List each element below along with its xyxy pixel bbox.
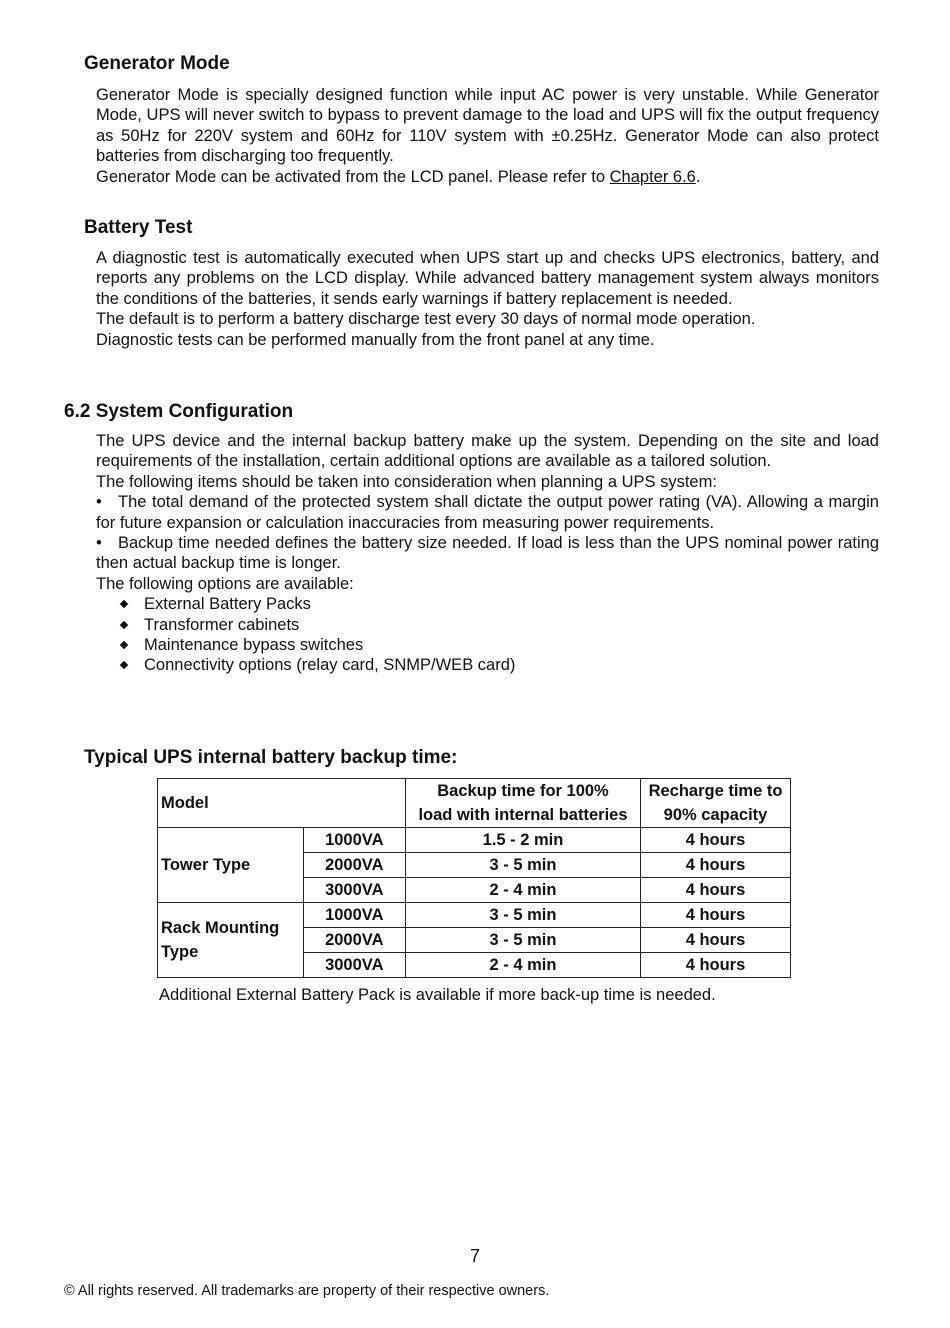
- va-cell: 3000VA: [303, 878, 405, 903]
- generator-mode-activation: [96, 167, 879, 187]
- bullet-text: The total demand of the protected system shall dictate the output power rating (VA). Allowing a margin for future expansion or calculation inaccuracies from measuring power requirements.: [96, 493, 879, 532]
- table-header-row: [158, 779, 791, 828]
- battery-test-paragraph: A diagnostic test is automatically executed when UPS start up and checks UPS electronics, battery, and reports any problems on the LCD display. While advanced battery management system always monitors the conditions of the batteries, it sends early warnings if battery replacement is needed.: [96, 249, 879, 308]
- list-item: [118, 615, 879, 635]
- table-row: [158, 828, 791, 853]
- backup-table-heading: Typical UPS internal battery backup time:: [84, 747, 458, 768]
- backup-cell: 3 - 5 min: [406, 903, 641, 928]
- list-item: [118, 594, 879, 614]
- table-note: Additional External Battery Pack is available if more back-up time is needed.: [159, 986, 716, 1004]
- rack-label-line2: Type: [161, 943, 199, 961]
- activation-text: Generator Mode can be activated from the LCD panel. Please refer to: [96, 167, 610, 186]
- bullet-item-backup: [96, 533, 879, 574]
- system-config-intro: The UPS device and the internal backup battery make up the system. Depending on the site and load requirements of the installation, certain additional options are available as a tailored solution.: [96, 432, 879, 471]
- header-backup-line1: Backup time for 100%: [437, 782, 609, 800]
- bullet-text: Backup time needed defines the battery size needed. If load is less than the UPS nominal power rating then actual backup time is longer.: [96, 534, 879, 573]
- backup-cell: 3 - 5 min: [406, 853, 641, 878]
- header-recharge-time: [641, 779, 791, 828]
- battery-test-manual: Diagnostic tests can be performed manually from the front panel at any time.: [96, 330, 655, 349]
- system-config-options-intro: The following options are available:: [96, 574, 354, 593]
- recharge-cell: 4 hours: [641, 828, 791, 853]
- tower-type-cell: Tower Type: [158, 828, 304, 903]
- rack-label-line1: Rack Mounting: [161, 919, 280, 937]
- battery-test-default: The default is to perform a battery discharge test every 30 days of normal mode operation.: [96, 310, 756, 329]
- rack-mounting-type-cell: [158, 903, 304, 978]
- diamond-bullet-icon: [120, 600, 128, 608]
- backup-cell: 2 - 4 min: [406, 878, 641, 903]
- va-cell: 2000VA: [303, 853, 405, 878]
- options-list: [96, 594, 879, 676]
- generator-mode-paragraph: Generator Mode is specially designed function while input AC power is very unstable. While Generator Mode, UPS will never switch to bypass to prevent damage to the load and UPS will fix the output frequency as 50Hz for 220V system and 60Hz for 110V system with ±0.25Hz. Generator Mode can also protect batteries from discharging too frequently.: [96, 86, 879, 166]
- system-configuration-heading: 6.2 System Configuration: [64, 401, 294, 422]
- battery-test-heading: Battery Test: [84, 217, 193, 238]
- diamond-bullet-icon: [120, 661, 128, 669]
- table-row: [158, 903, 791, 928]
- va-cell: 2000VA: [303, 928, 405, 953]
- recharge-cell: 4 hours: [641, 928, 791, 953]
- option-label: External Battery Packs: [144, 595, 311, 614]
- option-label: Maintenance bypass switches: [144, 636, 364, 655]
- list-item: [118, 655, 879, 675]
- backup-cell: 1.5 - 2 min: [406, 828, 641, 853]
- va-cell: 1000VA: [303, 828, 405, 853]
- diamond-bullet-icon: [120, 620, 128, 628]
- header-recharge-line2: 90% capacity: [663, 806, 768, 824]
- header-model: Model: [158, 779, 406, 828]
- list-item: [118, 635, 879, 655]
- battery-test-body: [96, 248, 879, 350]
- recharge-cell: 4 hours: [641, 953, 791, 978]
- va-cell: 3000VA: [303, 953, 405, 978]
- recharge-cell: 4 hours: [641, 878, 791, 903]
- copyright-footer: © All rights reserved. All trademarks are property of their respective owners.: [64, 1283, 550, 1299]
- bullet-icon: •: [96, 534, 102, 553]
- system-configuration-body: [96, 431, 879, 676]
- chapter-link[interactable]: Chapter 6.6: [609, 167, 696, 186]
- va-cell: 1000VA: [303, 903, 405, 928]
- diamond-bullet-icon: [120, 641, 128, 649]
- recharge-cell: 4 hours: [641, 903, 791, 928]
- bullet-item-demand: [96, 492, 879, 533]
- option-label: Transformer cabinets: [144, 615, 300, 634]
- system-config-considerations: The following items should be taken into consideration when planning a UPS system:: [96, 472, 717, 491]
- option-label: Connectivity options (relay card, SNMP/WEB card): [144, 656, 516, 675]
- activation-period: .: [695, 167, 701, 186]
- generator-mode-body: [96, 85, 879, 187]
- header-backup-line2: load with internal batteries: [418, 806, 628, 824]
- header-recharge-line1: Recharge time to: [648, 782, 783, 800]
- bullet-icon: •: [96, 493, 102, 512]
- recharge-cell: 4 hours: [641, 853, 791, 878]
- page-number: 7: [469, 1246, 480, 1266]
- backup-time-table: [157, 778, 791, 978]
- backup-cell: 2 - 4 min: [406, 953, 641, 978]
- generator-mode-heading: Generator Mode: [84, 53, 230, 74]
- header-backup-time: [406, 779, 641, 828]
- backup-cell: 3 - 5 min: [406, 928, 641, 953]
